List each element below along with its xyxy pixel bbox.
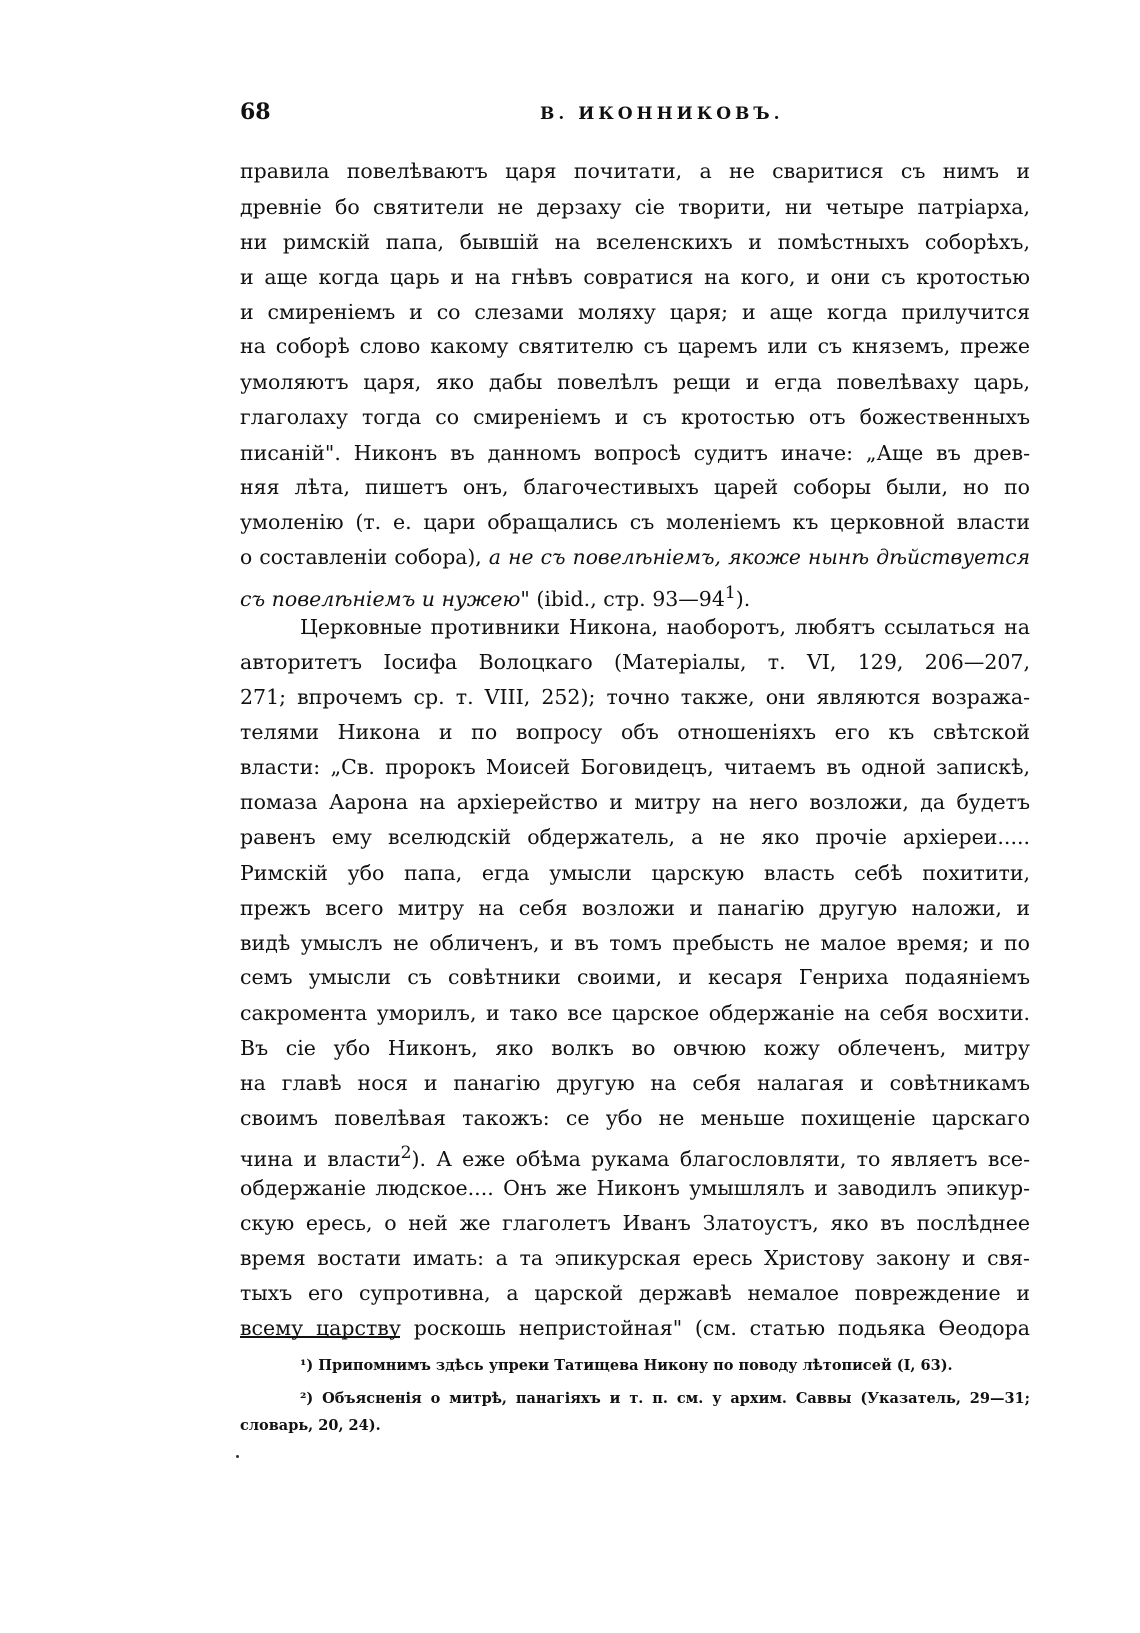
text-line: умоляютъ царя, яко дабы повелѣлъ рещи и егда повелѣваху царь, (240, 370, 1030, 394)
text-line: скую ересь, о ней же глаголетъ Иванъ Златоустъ, яко въ послѣднее (240, 1211, 1030, 1235)
text-line: телями Никона и по вопросу объ отношеніяхъ его къ свѣтской (240, 720, 1030, 744)
text-line: 271; впрочемъ ср. т. VIII, 252); точно также, они являются возража- (240, 685, 1030, 709)
footnote-separator (240, 1336, 400, 1338)
text-line: тыхъ его супротивна, а царской державѣ немалое повреждение и (240, 1281, 1030, 1305)
text-line: няя лѣта, пишетъ онъ, благочестивыхъ царей соборы были, но по (240, 475, 1030, 499)
text-span: чина и власти (240, 1146, 401, 1171)
text-line: власти: „Св. пророкъ Моисей Боговидецъ, читаемъ въ одной запискѣ, (240, 755, 1030, 779)
text-line: видѣ умыслъ не обличенъ, и въ томъ пребысть не малое время; и по (240, 931, 1030, 955)
text-line: и смиреніемъ и со слезами моляху царя; и аще когда прилучится (240, 300, 1030, 324)
text-line: семъ умысли съ совѣтники своими, и кесаря Генриха подаяніемъ (240, 965, 1030, 989)
text-line: ни римскій папа, бывшій на вселенскихъ и помѣстныхъ соборѣхъ, (240, 230, 1030, 254)
text-line: сакромента уморилъ, и тако все царское обдержаніе на себя восхити. (240, 1001, 1030, 1025)
text-line: время востати имать: а та эпикурская ересь Христову закону и свя- (240, 1246, 1030, 1270)
text-span: о составленіи собора), (240, 545, 489, 569)
text-line: на главѣ нося и панагію другую на себя налагая и совѣтникамъ (240, 1071, 1030, 1095)
text-line: писаній". Никонъ въ данномъ вопросѣ судитъ иначе: „Аще въ древ- (240, 441, 1030, 465)
text-line (240, 580, 1030, 612)
text-line (240, 544, 1030, 570)
text-line: Римскій убо папа, егда умысли царскую власть себѣ похитити, (240, 861, 1030, 885)
text-span: ). А еже обѣма рукама благословляти, то являетъ все- (411, 1146, 1030, 1171)
print-speck (236, 1455, 239, 1458)
reference: (ibid., стр. 93—94 (529, 586, 725, 611)
text-line (240, 1140, 1030, 1172)
text-line: всему царству роскошь непристойная" (см. статью подьяка Ѳеодора (240, 1316, 1030, 1340)
running-head: В. ИКОННИКОВЪ. (540, 104, 784, 124)
text-line: Въ сіе убо Никонъ, яко волкъ во овчюю кожу облеченъ, митру (240, 1036, 1030, 1060)
text-line: глаголаху тогда со смиреніемъ и съ кротостью отъ божественныхъ (240, 405, 1030, 429)
text-line: Церковные противники Никона, наоборотъ, любятъ ссылаться на (300, 615, 1030, 639)
footnote-1: ¹) Припомнимъ здѣсь упреки Татищева Никону по поводу лѣтописей (I, 63). (300, 1357, 953, 1374)
page-number: 68 (240, 99, 271, 125)
footnote-marker: 2 (400, 1143, 412, 1163)
text-line: на соборѣ слово какому святителю съ царемъ или съ княземъ, преже (240, 334, 1030, 358)
italic-quote: а не съ повелѣніемъ, якоже нынѣ дѣйствуется (488, 545, 1030, 569)
text-line: умоленію (т. е. цари обращались съ моленіемъ къ церковной власти (240, 510, 1030, 534)
text-line: своимъ повелѣвая такожъ: се убо не меньше похищеніе царскаго (240, 1106, 1030, 1130)
text-line: обдержаніе людское.... Онъ же Никонъ умышлялъ и заводилъ эпикур- (240, 1176, 1030, 1200)
footnote-marker: 1 (724, 583, 736, 603)
text-line: равенъ ему вселюдскій обдержатель, а не яко прочіе архіереи..... (240, 825, 1030, 849)
text-line: древніе бо святители не дерзаху сіе творити, ни четыре патріарха, (240, 195, 1030, 219)
text-line: авторитетъ Іосифа Волоцкаго (Матеріалы, т. VI, 129, 206—207, (240, 650, 1030, 674)
italic-quote: съ повелѣніемъ и нужею" (240, 586, 530, 611)
text-line: прежъ всего митру на себя возложи и панагію другую наложи, и (240, 896, 1030, 920)
footnote-2-continuation: словарь, 20, 24). (240, 1417, 381, 1434)
text-line: правила повелѣваютъ царя почитати, а не сваритися съ нимъ и (240, 159, 1030, 183)
text-line: и аще когда царь и на гнѣвъ совратися на кого, и они съ кротостью (240, 265, 1030, 289)
text-line: помаза Аарона на архіерейство и митру на него возложи, да будетъ (240, 790, 1030, 814)
text-span: ). (735, 586, 751, 611)
footnote-2: ²) Объясненія о митрѣ, панагіяхъ и т. п. см. у архим. Саввы (Указатель, 29—31; (300, 1390, 1030, 1407)
